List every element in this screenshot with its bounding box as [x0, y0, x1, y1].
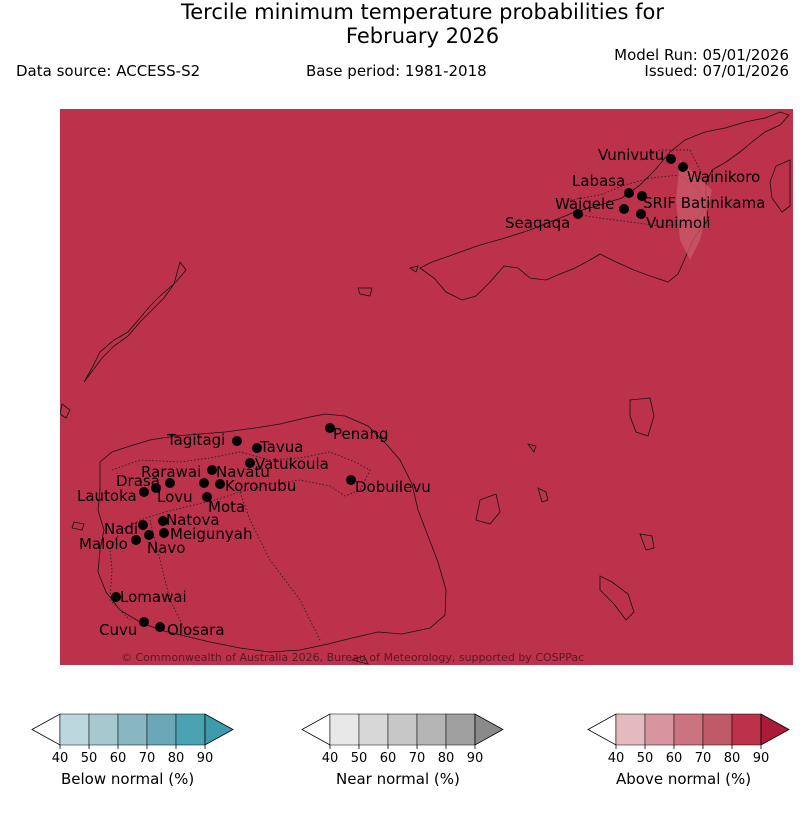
colorbar-max-extension	[761, 714, 789, 745]
station-label-natova: Natova	[166, 511, 220, 529]
station-label-tavua: Tavua	[260, 438, 304, 456]
station-marker-tagitagi[interactable]	[232, 436, 242, 446]
colorbar-tick-label: 40	[321, 751, 339, 766]
station-label-wainikoro: Wainikoro	[687, 168, 761, 186]
colorbar-tick-label: 70	[408, 751, 426, 766]
colorbar-min-extension	[302, 714, 330, 745]
colorbar-near-label: Near normal (%)	[336, 770, 460, 788]
colorbar-tick-label: 70	[694, 751, 712, 766]
station-label-srif-batinikama: SRIF Batinikama	[643, 194, 766, 212]
station-label-vatukoula: Vatukoula	[255, 455, 329, 473]
colorbar-cell	[645, 714, 674, 745]
station-label-lautoka: Lautoka	[77, 487, 137, 505]
colorbar-above-label: Above normal (%)	[616, 770, 752, 788]
map-title	[0, 0, 804, 48]
colorbar-above-ticks	[608, 745, 770, 766]
colorbar-max-extension	[205, 714, 233, 745]
base-period-label: Base period: 1981-2018	[306, 62, 487, 80]
station-marker-meigunyah[interactable]	[159, 528, 169, 538]
colorbar-above-cells	[588, 714, 789, 745]
colorbar-tick-label: 90	[466, 751, 484, 766]
colorbar-tick-label: 40	[607, 751, 625, 766]
colorbar-cell	[388, 714, 417, 745]
colorbar-tick-label: 90	[196, 751, 214, 766]
model-run-label: Model Run: 05/01/2026	[614, 46, 789, 64]
station-label-koronubu: Koronubu	[225, 477, 297, 495]
colorbar-min-extension	[32, 714, 60, 745]
colorbar-below-ticks	[52, 745, 214, 766]
station-label-rarawai: Rarawai	[141, 463, 202, 481]
station-label-navo: Navo	[147, 539, 186, 557]
station-label-waiqele: Waiqele	[555, 195, 615, 213]
colorbar-tick-label: 60	[665, 751, 683, 766]
station-label-vunivutu: Vunivutu	[598, 146, 665, 164]
station-label-nadi: Nadi	[104, 520, 139, 538]
colorbar-cell	[147, 714, 176, 745]
colorbar-tick-label: 60	[109, 751, 127, 766]
colorbar-tick-label: 50	[350, 751, 368, 766]
colorbar-min-extension	[588, 714, 616, 745]
colorbar-cell	[732, 714, 761, 745]
colorbar-cell	[176, 714, 205, 745]
colorbar-cell	[417, 714, 446, 745]
title-line-2: February 2026	[345, 24, 500, 48]
map-panel	[60, 109, 793, 665]
colorbar-below-label: Below normal (%)	[61, 770, 195, 788]
station-marker-olosara[interactable]	[155, 622, 165, 632]
colorbar-tick-label: 50	[80, 751, 98, 766]
issued-label: Issued: 07/01/2026	[644, 62, 789, 80]
station-label-lomawai: Lomawai	[120, 588, 187, 606]
station-label-tagitagi: Tagitagi	[167, 431, 226, 449]
station-label-labasa: Labasa	[572, 172, 626, 190]
station-marker-nadi[interactable]	[138, 520, 148, 530]
station-label-malolo: Malolo	[79, 535, 128, 553]
colorbar-tick-label: 90	[752, 751, 770, 766]
colorbar-cell	[89, 714, 118, 745]
station-label-lovu: Lovu	[157, 488, 193, 506]
data-source-label: Data source: ACCESS-S2	[16, 62, 201, 80]
station-label-penang: Penang	[333, 425, 389, 443]
colorbar-tick-label: 80	[167, 751, 185, 766]
colorbar-tick-label: 50	[636, 751, 654, 766]
colorbar-tick-label: 80	[437, 751, 455, 766]
colorbar-cell	[60, 714, 89, 745]
copyright-notice: © Commonwealth of Australia 2026, Bureau of Meteorology, supported by COSPPac	[121, 651, 585, 664]
colorbar-cell	[359, 714, 388, 745]
colorbar-near-ticks	[322, 745, 484, 766]
colorbar-cell	[616, 714, 645, 745]
station-marker-labasa[interactable]	[624, 188, 634, 198]
title-line-1: Tercile minimum temperature probabilities for	[180, 0, 665, 24]
station-label-dobuilevu: Dobuilevu	[355, 478, 431, 496]
colorbar-cell	[330, 714, 359, 745]
station-label-drasa: Drasa	[116, 472, 160, 490]
colorbar-cell	[674, 714, 703, 745]
station-label-seaqaqa: Seaqaqa	[505, 214, 571, 232]
station-label-cuvu: Cuvu	[99, 621, 138, 639]
colorbar-tick-label: 70	[138, 751, 156, 766]
station-label-olosara: Olosara	[167, 621, 225, 639]
station-label-mota: Mota	[208, 498, 246, 516]
colorbar-tick-label: 60	[379, 751, 397, 766]
station-label-navatu: Navatu	[216, 463, 270, 481]
colorbar-max-extension	[475, 714, 503, 745]
station-marker-waiqele[interactable]	[619, 204, 629, 214]
station-label-vunimoli: Vunimoli	[646, 214, 711, 232]
colorbar-tick-label: 80	[723, 751, 741, 766]
colorbar-near-cells	[302, 714, 503, 745]
colorbar-below-cells	[32, 714, 233, 745]
station-marker-cuvu[interactable]	[139, 617, 149, 627]
colorbar-cell	[446, 714, 475, 745]
colorbar-cell	[118, 714, 147, 745]
colorbar-cell	[703, 714, 732, 745]
colorbar-tick-label: 40	[51, 751, 69, 766]
station-marker-vunivutu[interactable]	[666, 154, 676, 164]
station-label-meigunyah: Meigunyah	[170, 525, 253, 543]
